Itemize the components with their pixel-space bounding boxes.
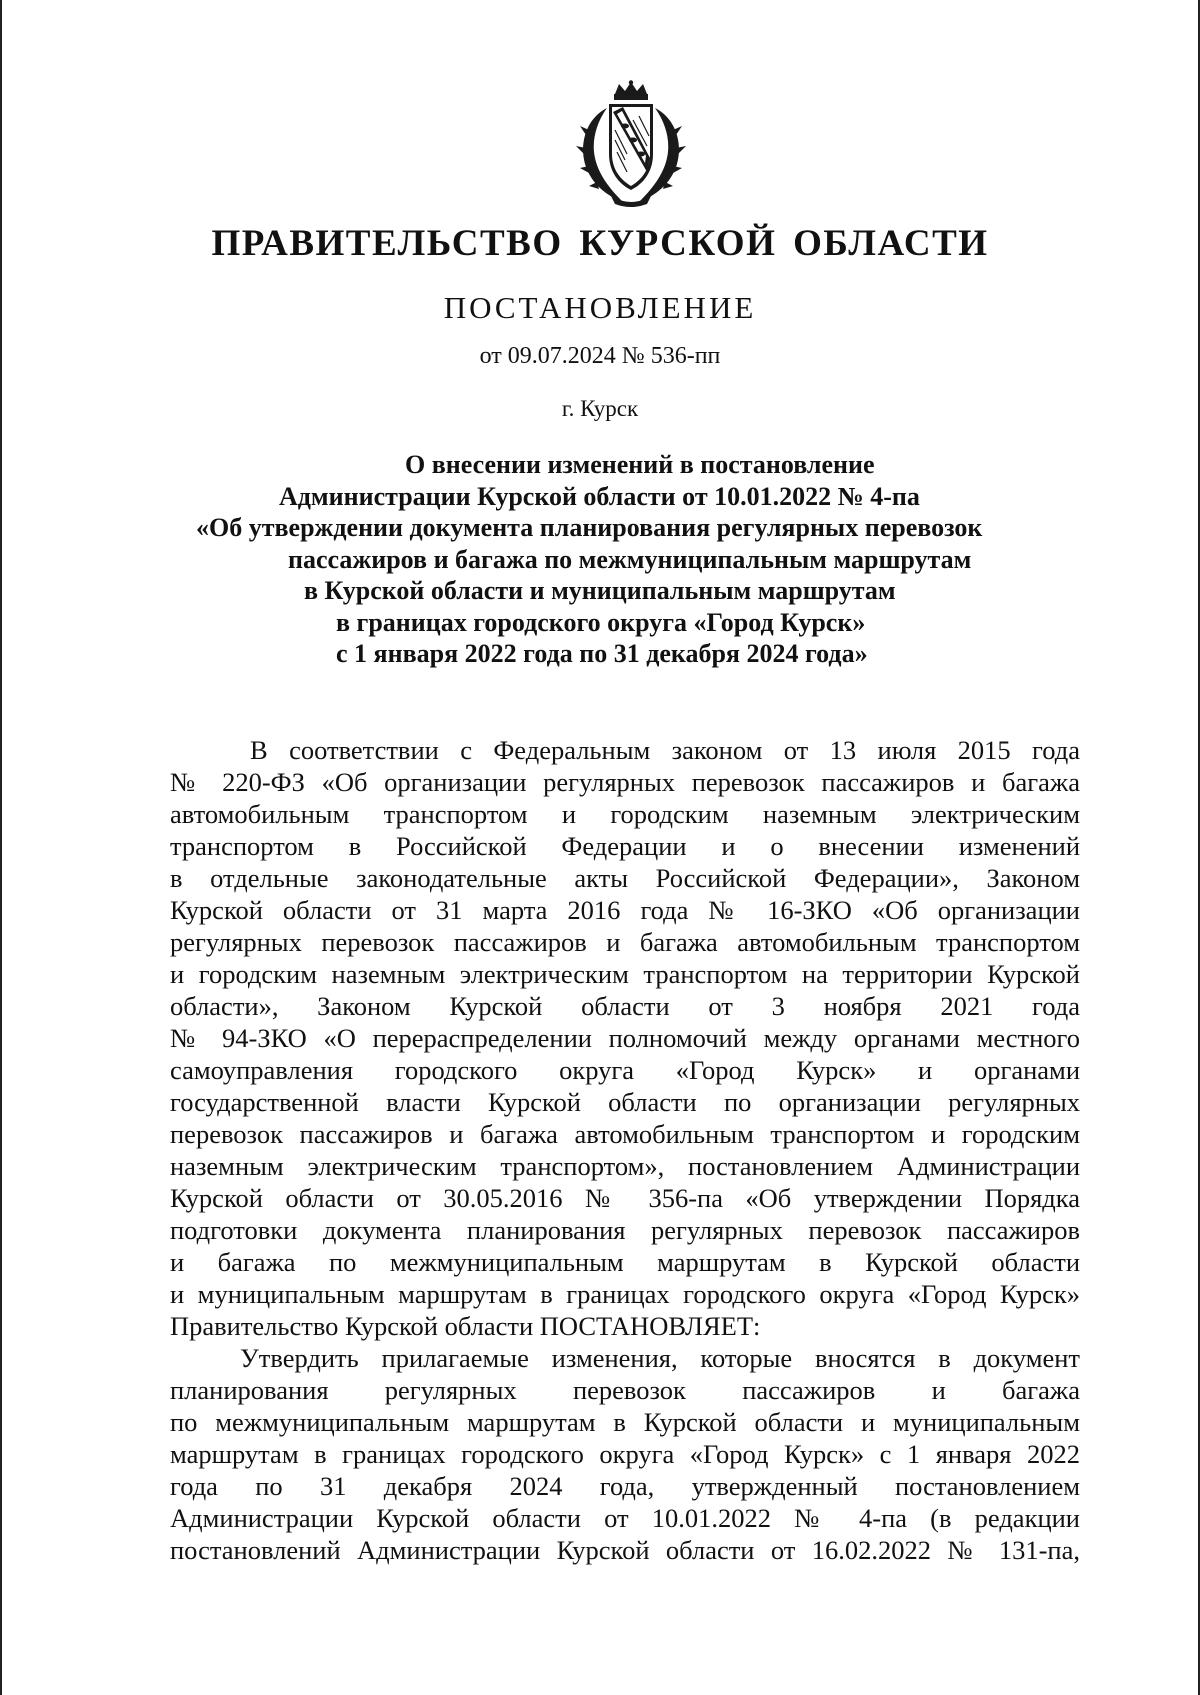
paragraph-line: и муниципальным маршрутам в границах городского округа «Город Курск»: [170, 1279, 1080, 1309]
subject-line: в границах городского округа «Город Курск»: [336, 607, 866, 637]
paragraph-line: наземным электрическим транспортом», постановлением Администрации: [170, 1151, 1080, 1181]
subject-line: пассажиров и багажа по межмуниципальным маршрутам: [288, 544, 972, 574]
paragraph-line: государственной власти Курской области по организации регулярных: [170, 1087, 1080, 1117]
paragraph-line: постановлений Администрации Курской области от 16.02.2022 № 131-па,: [170, 1535, 1080, 1565]
subject-line: в Курской области и муниципальным маршрутам: [304, 576, 896, 605]
paragraph-line: Правительство Курской области ПОСТАНОВЛЯЕТ:: [170, 1311, 761, 1341]
paragraph-line: области», Законом Курской области от 3 ноября 2021 года: [170, 991, 1080, 1021]
document-city: г. Курск: [561, 396, 639, 421]
government-title: ПРАВИТЕЛЬСТВО КУРСКОЙ ОБЛАСТИ: [211, 223, 989, 264]
paragraph-line: В соответствии с Федеральным законом от 13 июля 2015 года: [250, 735, 1080, 765]
paragraph-line: по межмуниципальным маршрутам в Курской области и муниципальным: [170, 1407, 1080, 1437]
paragraph-line: и багажа по межмуниципальным маршрутам в Курской области: [170, 1247, 1080, 1277]
paragraph-line: автомобильным транспортом и городским наземным электрическим: [170, 799, 1080, 829]
paragraph-line: и городским наземным электрическим транспортом на территории Курской: [170, 959, 1080, 989]
paragraph-line: № 94-ЗКО «О перераспределении полномочий между органами местного: [170, 1023, 1080, 1053]
subject-line: О внесении изменений в постановление: [405, 450, 875, 479]
paragraph-line: планирования регулярных перевозок пассажиров и багажа: [170, 1375, 1080, 1405]
paragraph-line: Утвердить прилагаемые изменения, которые вносятся в документ: [240, 1343, 1080, 1373]
paragraph-line: года по 31 декабря 2024 года, утвержденный постановлением: [170, 1471, 1080, 1501]
subject-line: с 1 января 2022 года по 31 декабря 2024 года»: [336, 639, 868, 668]
document-date-number: от 09.07.2024 № 536-пп: [479, 343, 721, 369]
paragraph-line: Курской области от 31 марта 2016 года № 16-ЗКО «Об организации: [170, 895, 1080, 925]
paragraph-line: маршрутам в границах городского округа «Город Курск» с 1 января 2022: [170, 1439, 1080, 1469]
paragraph-line: Администрации Курской области от 10.01.2022 № 4-па (в редакции: [170, 1503, 1080, 1533]
document-type: ПОСТАНОВЛЕНИЕ: [443, 290, 757, 325]
paragraph-line: № 220-ФЗ «Об организации регулярных перевозок пассажиров и багажа: [170, 767, 1080, 797]
paragraph-line: транспортом в Российской Федерации и о внесении изменений: [170, 831, 1080, 861]
paragraph-line: регулярных перевозок пассажиров и багажа автомобильным транспортом: [170, 927, 1080, 957]
subject-line: Администрации Курской области от 10.01.2022 № 4-па: [279, 481, 920, 511]
paragraph-line: подготовки документа планирования регулярных перевозок пассажиров: [170, 1215, 1080, 1245]
paragraph-line: самоуправления городского округа «Город Курск» и органами: [170, 1055, 1080, 1085]
document-subject: [160, 449, 1040, 670]
paragraph-line: Курской области от 30.05.2016 № 356-па «Об утверждении Порядка: [170, 1183, 1080, 1213]
subject-line: «Об утверждении документа планирования регулярных перевозок: [196, 513, 983, 542]
paragraph-line: в отдельные законодательные акты Российской Федерации», Законом: [170, 863, 1080, 893]
kursk-coat-of-arms-icon: [567, 80, 695, 208]
paragraph-line: перевозок пассажиров и багажа автомобильным транспортом и городским: [170, 1119, 1080, 1149]
